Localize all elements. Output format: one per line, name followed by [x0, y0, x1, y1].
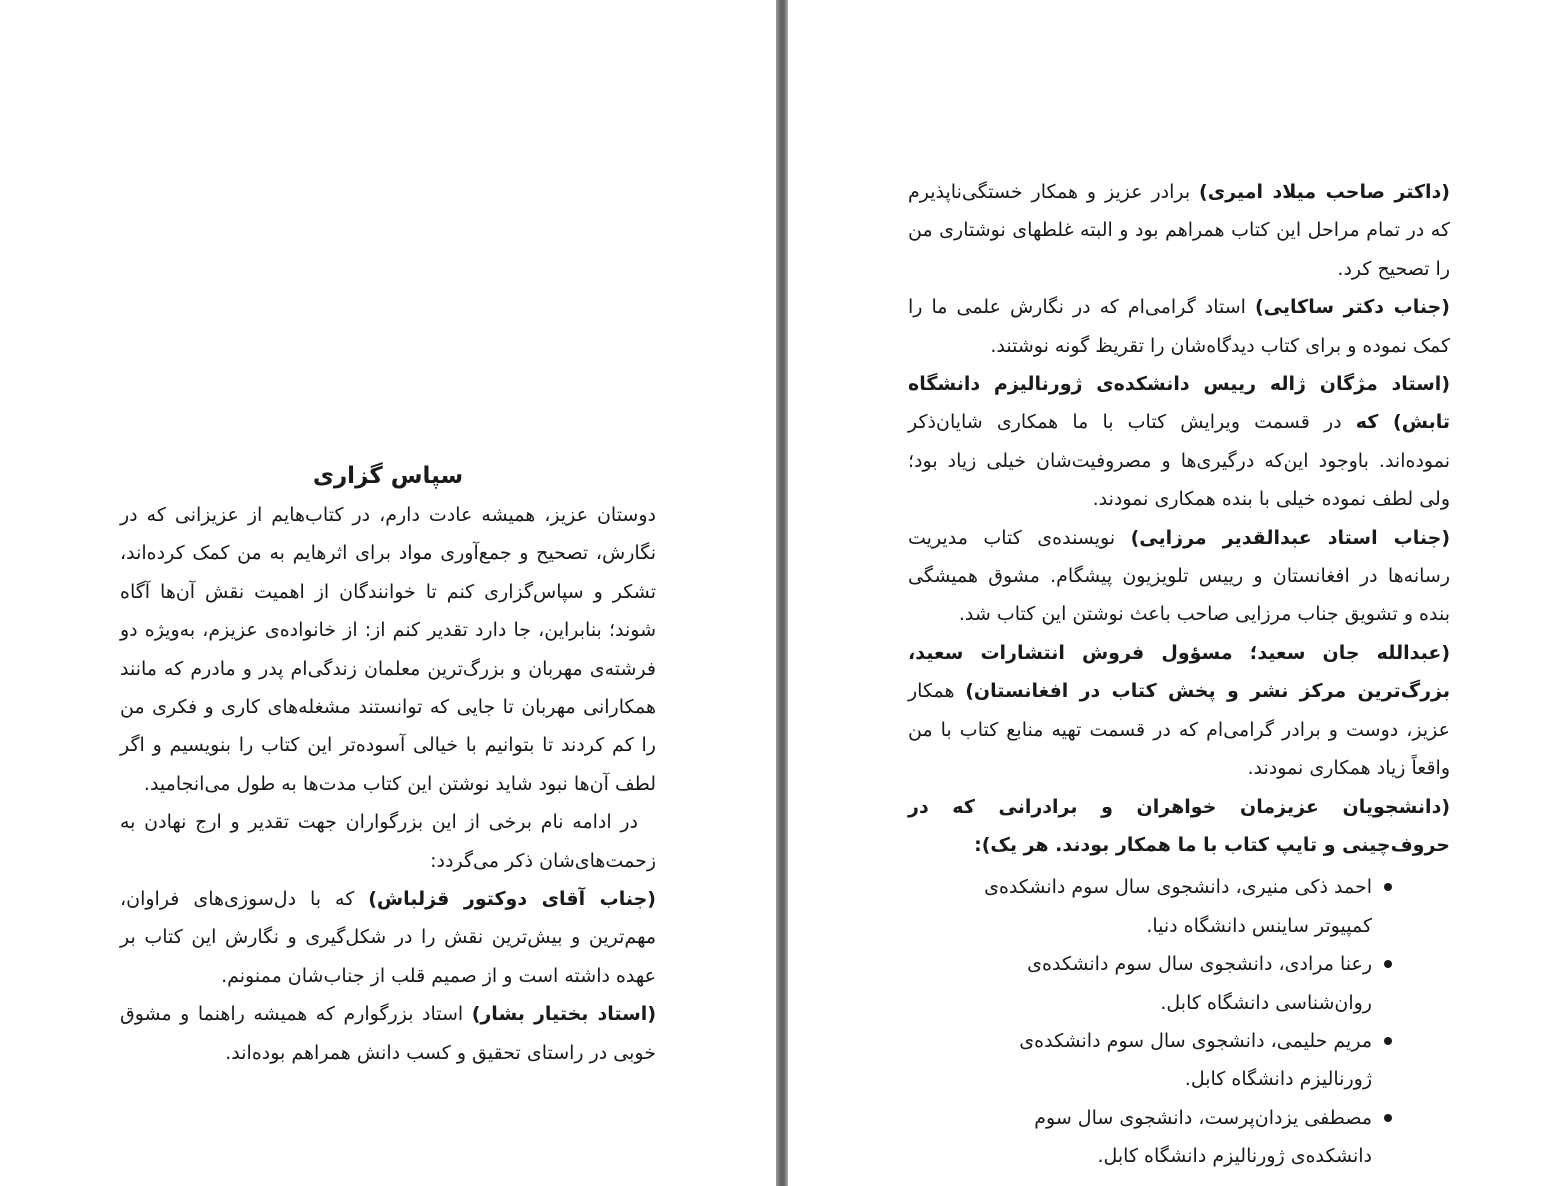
right-page-text: [908, 173, 1450, 1176]
student-text: مصطفی یزدان‌پرست، دانشجوی سال سوم دانشکده‌ی ژورنالیزم دانشگاه کابل.: [1034, 1106, 1372, 1168]
student-text: رعنا مرادی، دانشجوی سال سوم دانشکده‌ی روان‌شناسی دانشگاه کابل.: [1027, 953, 1372, 1014]
entry-text: استاد بزرگوارم که همیشه راهنما و مشوق خوبی در راستای تحقیق و کسب دانش همراهم بوده‌اند.: [120, 1003, 656, 1064]
acknowledgement-entry: [908, 519, 1450, 634]
acknowledgement-entry: [908, 365, 1450, 519]
list-item: [908, 945, 1450, 1022]
intro-paragraph: دوستان عزیز، همیشه عادت دارم، در کتاب‌هایم از عزیزانی که در نگارش، تصحیح و جمع‌آوری مواد برای اثرهایم به من کمک کرده‌اند، تشکر و سپاس‌گزاری کنم تا خوانندگان از اهمیت نقش آن‌ها آگاه شوند؛ بنابراین، جا دارد تقدیر کنم از: از خانواده‌ی عزیزم، به‌ویژه دو فرشته‌ی مهربان و بزرگ‌ترین معلمان زندگی‌ام پدر و مادرم که مانند همکارانی مهربان تا جایی که توانستند مشغله‌های کاری و فکری من را کم کردند تا بتوانیم با خیالی آسوده‌تر این کتاب را بنویسیم و اگر لطف آن‌ها نبود شاید نوشتن این کتاب مدت‌ها به طول می‌انجامید.: [120, 504, 656, 795]
acknowledgement-entry: [120, 995, 656, 1072]
bullet-icon: [1384, 1114, 1392, 1122]
student-text: احمد ذکی منیری، دانشجوی سال سوم دانشکده‌ی کمپیوتر ساینس دانشگاه دنیا.: [984, 876, 1372, 937]
book-spine-gutter: [776, 0, 788, 1186]
acknowledgement-entry: [120, 880, 656, 995]
student-text: مریم حلیمی، دانشجوی سال سوم دانشکده‌ی ژورنالیزم دانشگاه کابل.: [1019, 1029, 1372, 1091]
bullet-icon: [1384, 883, 1392, 891]
entry-text: همکار عزیز، دوست و برادر گرامی‌ام که در قسمت تهیه منابع کتاب با من واقعاً زیاد همکاری نمودند.: [908, 680, 1450, 780]
entry-name: (استاد مژگان ژاله رییس دانشکده‌ی ژورنالیزم دانشگاه تابش) که: [908, 373, 1450, 434]
entry-text: در قسمت ویرایش کتاب با ما همکاری شایان‌ذکر نموده‌اند. باوجود این‌که درگیری‌ها و مصروفیت‌شان خیلی زیاد بود؛ ولی لطف نموده خیلی با بنده همکاری نمودند.: [908, 411, 1450, 511]
list-item: [908, 1099, 1450, 1176]
entry-text: استاد گرامی‌ام که در نگارش علمی ما را کمک نموده و برای کتاب دیدگاه‌شان را تقریظ گونه نوشتند.: [908, 296, 1450, 357]
entry-name: (جناب استاد عبدالقدیر مرزایی): [1130, 526, 1450, 549]
list-item: [908, 1022, 1450, 1099]
entry-text: که با دل‌سوزی‌های فراوان، مهم‌ترین و بیش‌ترین نقش را در شکل‌گیری و نگارش این کتاب بر عهده داشته است و از صمیم قلب از جناب‌شان ممنونم.: [120, 888, 656, 987]
acknowledgement-entry: [908, 788, 1450, 865]
bullet-icon: [1384, 960, 1392, 968]
left-page: [0, 0, 776, 1186]
entry-name: (جناب دکتر ساکایی): [1255, 296, 1450, 319]
list-item: [908, 868, 1450, 945]
students-list: [908, 868, 1450, 1175]
entry-text: نویسنده‌ی کتاب مدیریت رسانه‌ها در افغانستان و رییس تلویزیون پیشگام. مشوق همیشگی بنده و تشویق جناب مرزایی صاحب باعث نوشتن این کتاب شد.: [908, 526, 1450, 626]
left-page-text: [120, 458, 656, 1072]
entry-name: (استاد بختیار بشار): [471, 1003, 657, 1026]
continuation-paragraph: در ادامه نام برخی از این بزرگواران جهت تقدیر و ارج نهادن به زحمت‌های‌شان ذکر می‌گردد:: [120, 811, 656, 872]
page-title: سپاس گزاری: [312, 463, 464, 489]
acknowledgement-entry: [908, 634, 1450, 788]
right-page: [788, 0, 1563, 1186]
acknowledgement-entry: [908, 288, 1450, 365]
bullet-icon: [1384, 1037, 1392, 1045]
entry-name: (جناب آقای دوکتور قزلباش): [368, 888, 656, 911]
entry-name: (داکتر صاحب میلاد امیری): [1199, 181, 1450, 203]
acknowledgement-entry: [908, 173, 1450, 288]
entry-name: (دانشجویان عزیزمان خواهران و برادرانی که در حروف‌چینی و تایپ کتاب با ما همکار بودند. هر یک):: [908, 795, 1450, 856]
entry-name: (عبدالله جان سعید؛ مسؤول فروش انتشارات سعید، بزرگ‌ترین مرکز نشر و پخش کتاب در افغانستان): [908, 641, 1450, 703]
entry-text: برادر عزیز و همکار خستگی‌ناپذیرم که در تمام مراحل این کتاب همراهم بود و البته غلطهای نوشتاری من را تصحیح کرد.: [908, 181, 1450, 280]
